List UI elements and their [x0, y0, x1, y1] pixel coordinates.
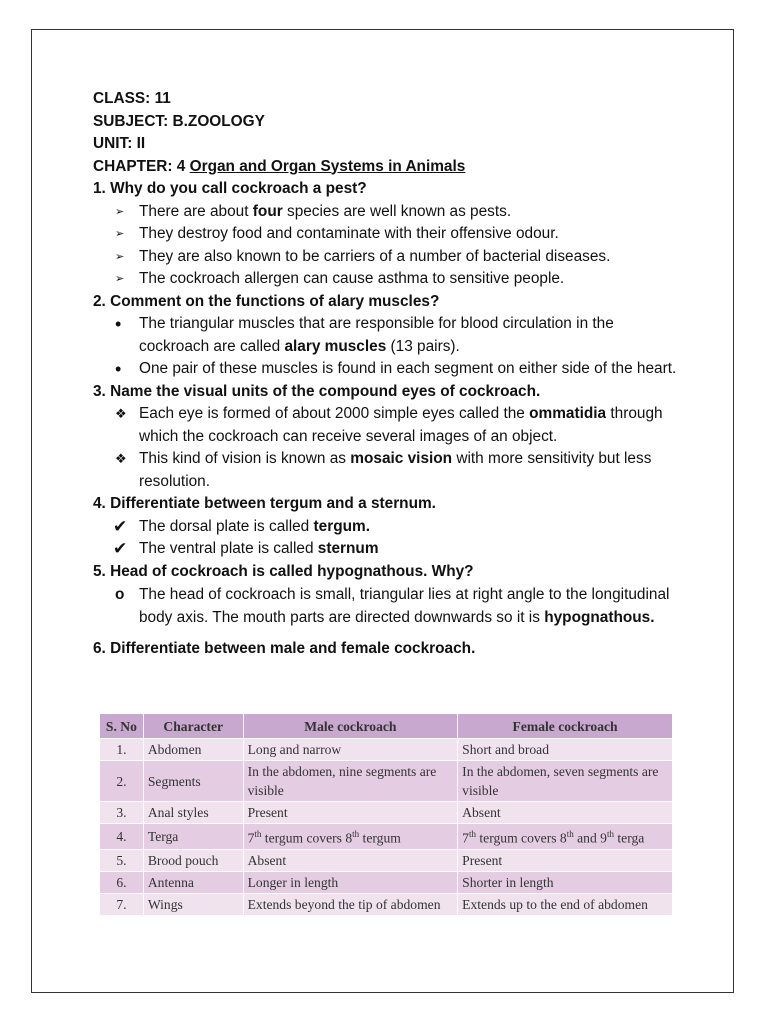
- answer-bold: ommatidia: [529, 405, 607, 422]
- answer-text: (13 pairs).: [386, 337, 460, 355]
- unit-line: UNIT: II: [93, 135, 146, 152]
- q1-answer-3: [93, 246, 683, 269]
- q3-answer-1: [93, 403, 683, 448]
- cell-sno: 7.: [100, 893, 144, 915]
- table-row: [100, 849, 673, 871]
- cell-character: Brood pouch: [143, 849, 243, 871]
- superscript: th: [352, 829, 360, 839]
- document-body: [93, 88, 683, 661]
- cell-female: In the abdomen, seven segments are visible: [458, 761, 673, 802]
- cell-text: 7: [247, 830, 255, 846]
- table-header: Character: [143, 714, 243, 739]
- question-5: 5. Head of cockroach is called hypognathous. Why?: [93, 562, 474, 580]
- table-row: [100, 739, 673, 761]
- cell-text: tergum covers 8: [261, 830, 353, 846]
- comparison-table: [99, 713, 673, 916]
- cell-character: Abdomen: [143, 739, 243, 761]
- dot-bullet-icon: •: [115, 359, 122, 379]
- answer-text: They destroy food and contaminate with their offensive odour.: [139, 225, 559, 242]
- check-bullet-icon: ✔: [113, 539, 128, 558]
- q5-answer-1: [93, 583, 683, 629]
- q1-answer-2: [93, 223, 683, 246]
- question-6: 6. Differentiate between male and female cockroach.: [93, 640, 476, 657]
- cell-character: Antenna: [143, 871, 243, 893]
- q2-answer-2: [93, 358, 683, 381]
- cell-male: In the abdomen, nine segments are visible: [243, 761, 458, 802]
- superscript: th: [468, 829, 476, 839]
- table-row: [100, 893, 673, 915]
- cell-male: Longer in length: [243, 871, 458, 893]
- circle-bullet-icon: o: [115, 586, 125, 603]
- answer-text: This kind of vision is known as: [139, 450, 351, 467]
- answer-bold: four: [252, 202, 283, 220]
- arrow-bullet-icon: ➢: [115, 273, 125, 285]
- q2-answer-1: [93, 313, 683, 358]
- cell-text: 7: [462, 830, 469, 846]
- table-row: [100, 802, 673, 824]
- superscript: th: [254, 829, 262, 839]
- chapter-line: [93, 156, 683, 179]
- table-row: [100, 761, 673, 802]
- question-3: 3. Name the visual units of the compound eyes of cockroach.: [93, 382, 541, 400]
- cell-character: Segments: [143, 761, 243, 802]
- table-row: [100, 871, 673, 893]
- chapter-prefix: CHAPTER: 4: [93, 157, 190, 175]
- table-header-row: [100, 714, 673, 739]
- answer-text: Each eye is formed of about 2000 simple eyes called the: [139, 405, 530, 422]
- answer-text: The cockroach allergen can cause asthma to sensitive people.: [139, 270, 565, 287]
- answer-text: They are also known to be carriers of a number of bacterial diseases.: [139, 247, 611, 265]
- answer-bold: alary muscles: [284, 337, 387, 355]
- table-header: Female cockroach: [458, 714, 673, 739]
- q4-answer-2: [93, 538, 683, 561]
- diamond-bullet-icon: ❖: [115, 451, 127, 466]
- superscript: th: [606, 829, 614, 839]
- cell-text: terga: [613, 830, 645, 846]
- answer-text: with more sensitivity but less resolution.: [139, 450, 652, 490]
- q3-answer-2: [93, 448, 683, 493]
- cell-sno: 2.: [100, 761, 144, 802]
- chapter-title: Organ and Organ Systems in Animals: [189, 157, 466, 175]
- check-bullet-icon: ✔: [113, 516, 128, 536]
- arrow-bullet-icon: ➢: [115, 250, 125, 263]
- arrow-bullet-icon: ➢: [115, 228, 125, 240]
- cell-female: [458, 824, 673, 850]
- answer-text: species are well known as pests.: [282, 202, 512, 220]
- table-row: [100, 824, 673, 850]
- dot-bullet-icon: •: [115, 314, 122, 334]
- cell-sno: 1.: [100, 739, 144, 761]
- table-header: Male cockroach: [243, 714, 458, 739]
- cell-character: Anal styles: [143, 802, 243, 824]
- answer-text: The head of cockroach is small, triangular lies at right angle to the longitudinal body axis. The mouth parts are directed downwards so it is: [139, 586, 670, 626]
- cell-sno: 6.: [100, 871, 144, 893]
- answer-text: There are about: [139, 202, 253, 220]
- cell-sno: 4.: [100, 824, 144, 850]
- cell-text: and 9: [573, 830, 607, 846]
- cell-male: [243, 824, 458, 850]
- cell-male: Extends beyond the tip of abdomen: [243, 893, 458, 915]
- cell-character: Wings: [143, 893, 243, 915]
- class-line: CLASS: 11: [93, 90, 171, 107]
- cell-sno: 3.: [100, 802, 144, 824]
- cell-female: Present: [458, 849, 673, 871]
- answer-text: One pair of these muscles is found in each segment on either side of the heart.: [139, 360, 677, 377]
- answer-text: The dorsal plate is called: [139, 517, 314, 535]
- cell-female: Short and broad: [458, 739, 673, 761]
- q4-answer-1: [93, 516, 683, 539]
- cell-text: tergum: [359, 830, 401, 846]
- diamond-bullet-icon: ❖: [115, 406, 127, 421]
- cell-male: Present: [243, 802, 458, 824]
- superscript: th: [566, 829, 574, 839]
- cell-female: Absent: [458, 802, 673, 824]
- q1-answer-4: [93, 268, 683, 291]
- question-4: 4. Differentiate between tergum and a sternum.: [93, 495, 436, 512]
- answer-bold: tergum.: [313, 517, 370, 535]
- cell-text: tergum covers 8: [475, 830, 567, 846]
- answer-text: The triangular muscles that are responsible for blood circulation in the cockroach are called: [139, 315, 614, 355]
- cell-male: Long and narrow: [243, 739, 458, 761]
- answer-text: The ventral plate is called: [139, 540, 318, 557]
- cell-female: Shorter in length: [458, 871, 673, 893]
- cell-male: Absent: [243, 849, 458, 871]
- answer-text: through which the cockroach can receive several images of an object.: [139, 405, 663, 445]
- question-1: 1. Why do you call cockroach a pest?: [93, 180, 367, 197]
- table-header: S. No: [100, 714, 144, 739]
- cell-female: Extends up to the end of abdomen: [458, 893, 673, 915]
- cell-character: Terga: [143, 824, 243, 850]
- question-2: 2. Comment on the functions of alary muscles?: [93, 292, 440, 310]
- arrow-bullet-icon: ➢: [115, 205, 125, 218]
- answer-bold: mosaic vision: [350, 450, 453, 467]
- answer-bold: sternum: [317, 540, 379, 557]
- answer-bold: hypognathous.: [544, 609, 655, 626]
- cell-sno: 5.: [100, 849, 144, 871]
- subject-line: SUBJECT: B.ZOOLOGY: [93, 112, 265, 130]
- q1-answer-1: [93, 201, 683, 224]
